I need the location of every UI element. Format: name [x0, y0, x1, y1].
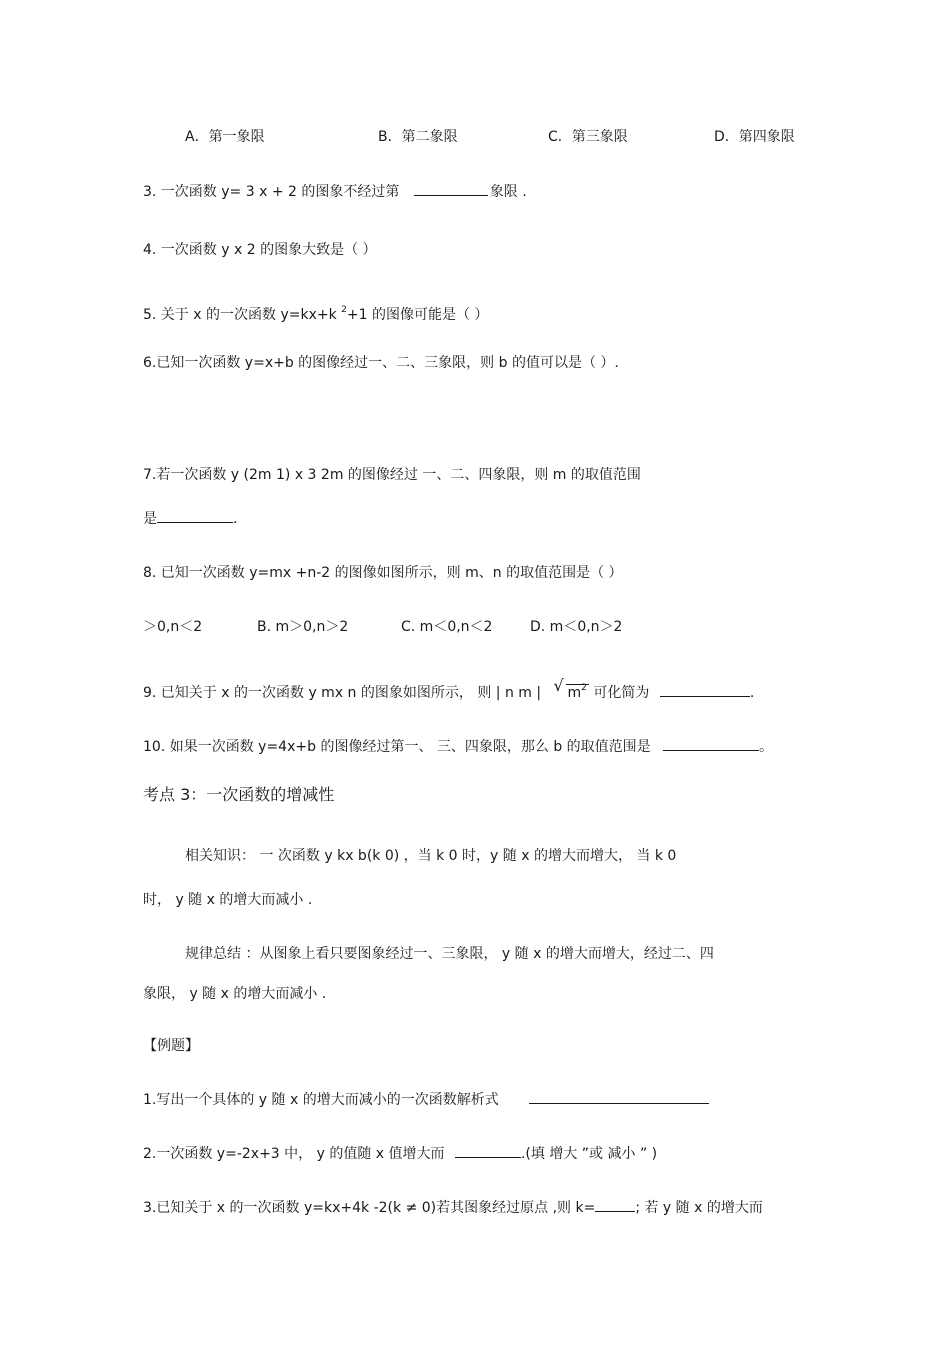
example-1: 1.写出一个具体的 y 随 x 的增大而减小的一次函数解析式	[143, 1089, 709, 1110]
square-root-expression: √ $m^2$	[553, 676, 587, 701]
question-7-line-2: 是 .	[143, 508, 237, 529]
question-7-line-1: 7.若一次函数 y (2m 1) x 3 2m 的图像经过 一、二、四象限，则 m 的取值范围	[143, 467, 641, 483]
answer-blank[interactable]	[595, 1197, 635, 1212]
question-9: 9. 已知关于 x 的一次函数 y mx n 的图象如图所示， 则 | n m | √ $m^2$ 可化简为 .	[143, 676, 755, 701]
question-10: 10. 如果一次函数 y=4x+b 的图像经过第一、 三、四象限，那么 b 的取值范围是 。	[143, 736, 773, 757]
question-4: 4. 一次函数 y x 2 的图象大致是（ ）	[143, 242, 377, 258]
example-3: 3.已知关于 x 的一次函数 y=kx+4k -2(k ≠ 0)若其图象经过原点 ,则 k= ; 若 y 随 x 的增大而	[143, 1197, 763, 1218]
question-6: 6.已知一次函数 y=x+b 的图像经过一、二、三象限，则 b 的值可以是（ ）.	[143, 355, 619, 371]
q8-option-b: B. m＞0,n＞2	[257, 619, 349, 635]
example-label: 【例题】	[143, 1038, 199, 1054]
q2-option-a: A．第一象限	[185, 129, 265, 145]
q2-option-d: D．第四象限	[714, 129, 795, 145]
answer-blank[interactable]	[660, 682, 750, 697]
summary-line-1: 规律总结 ：从图象上看只要图象经过一、三象限， y 随 x 的增大而增大，经过二、四	[185, 946, 714, 962]
summary-line-2: 象限， y 随 x 的增大而减小 .	[143, 986, 327, 1002]
answer-blank[interactable]	[157, 508, 233, 523]
answer-blank[interactable]	[529, 1089, 709, 1104]
question-8: 8. 已知一次函数 y=mx +n-2 的图像如图所示，则 m、n 的取值范围是（ ）	[143, 565, 623, 581]
question-3: 3. 一次函数 y= 3 x + 2 的图象不经过第 象限 .	[143, 181, 527, 202]
q8-option-c: C. m＜0,n＜2	[401, 619, 493, 635]
answer-blank[interactable]	[414, 181, 488, 196]
answer-blank[interactable]	[663, 736, 759, 751]
q2-option-b: B．第二象限	[378, 129, 458, 145]
knowledge-line-1: 相关知识： 一 次函数 y kx b(k 0) ，当 k 0 时，y 随 x 的增大而增大， 当 k 0	[185, 848, 677, 864]
question-5: 5. 关于 x 的一次函数 y=kx+k $^2$+1 的图像可能是（ ）	[143, 305, 489, 323]
q2-option-c: C．第三象限	[548, 129, 628, 145]
q8-option-d: D. m＜0,n＞2	[530, 619, 623, 635]
q8-option-a: ＞0,n＜2	[143, 619, 203, 635]
answer-blank[interactable]	[455, 1143, 521, 1158]
example-2: 2.一次函数 y=-2x+3 中， y 的值随 x 值增大而 .(填 增大 ”或 减小 ” )	[143, 1143, 657, 1164]
knowledge-line-2: 时， y 随 x 的增大而减小 .	[143, 892, 313, 908]
section-title: 考点 3：一次函数的增减性	[143, 785, 335, 804]
